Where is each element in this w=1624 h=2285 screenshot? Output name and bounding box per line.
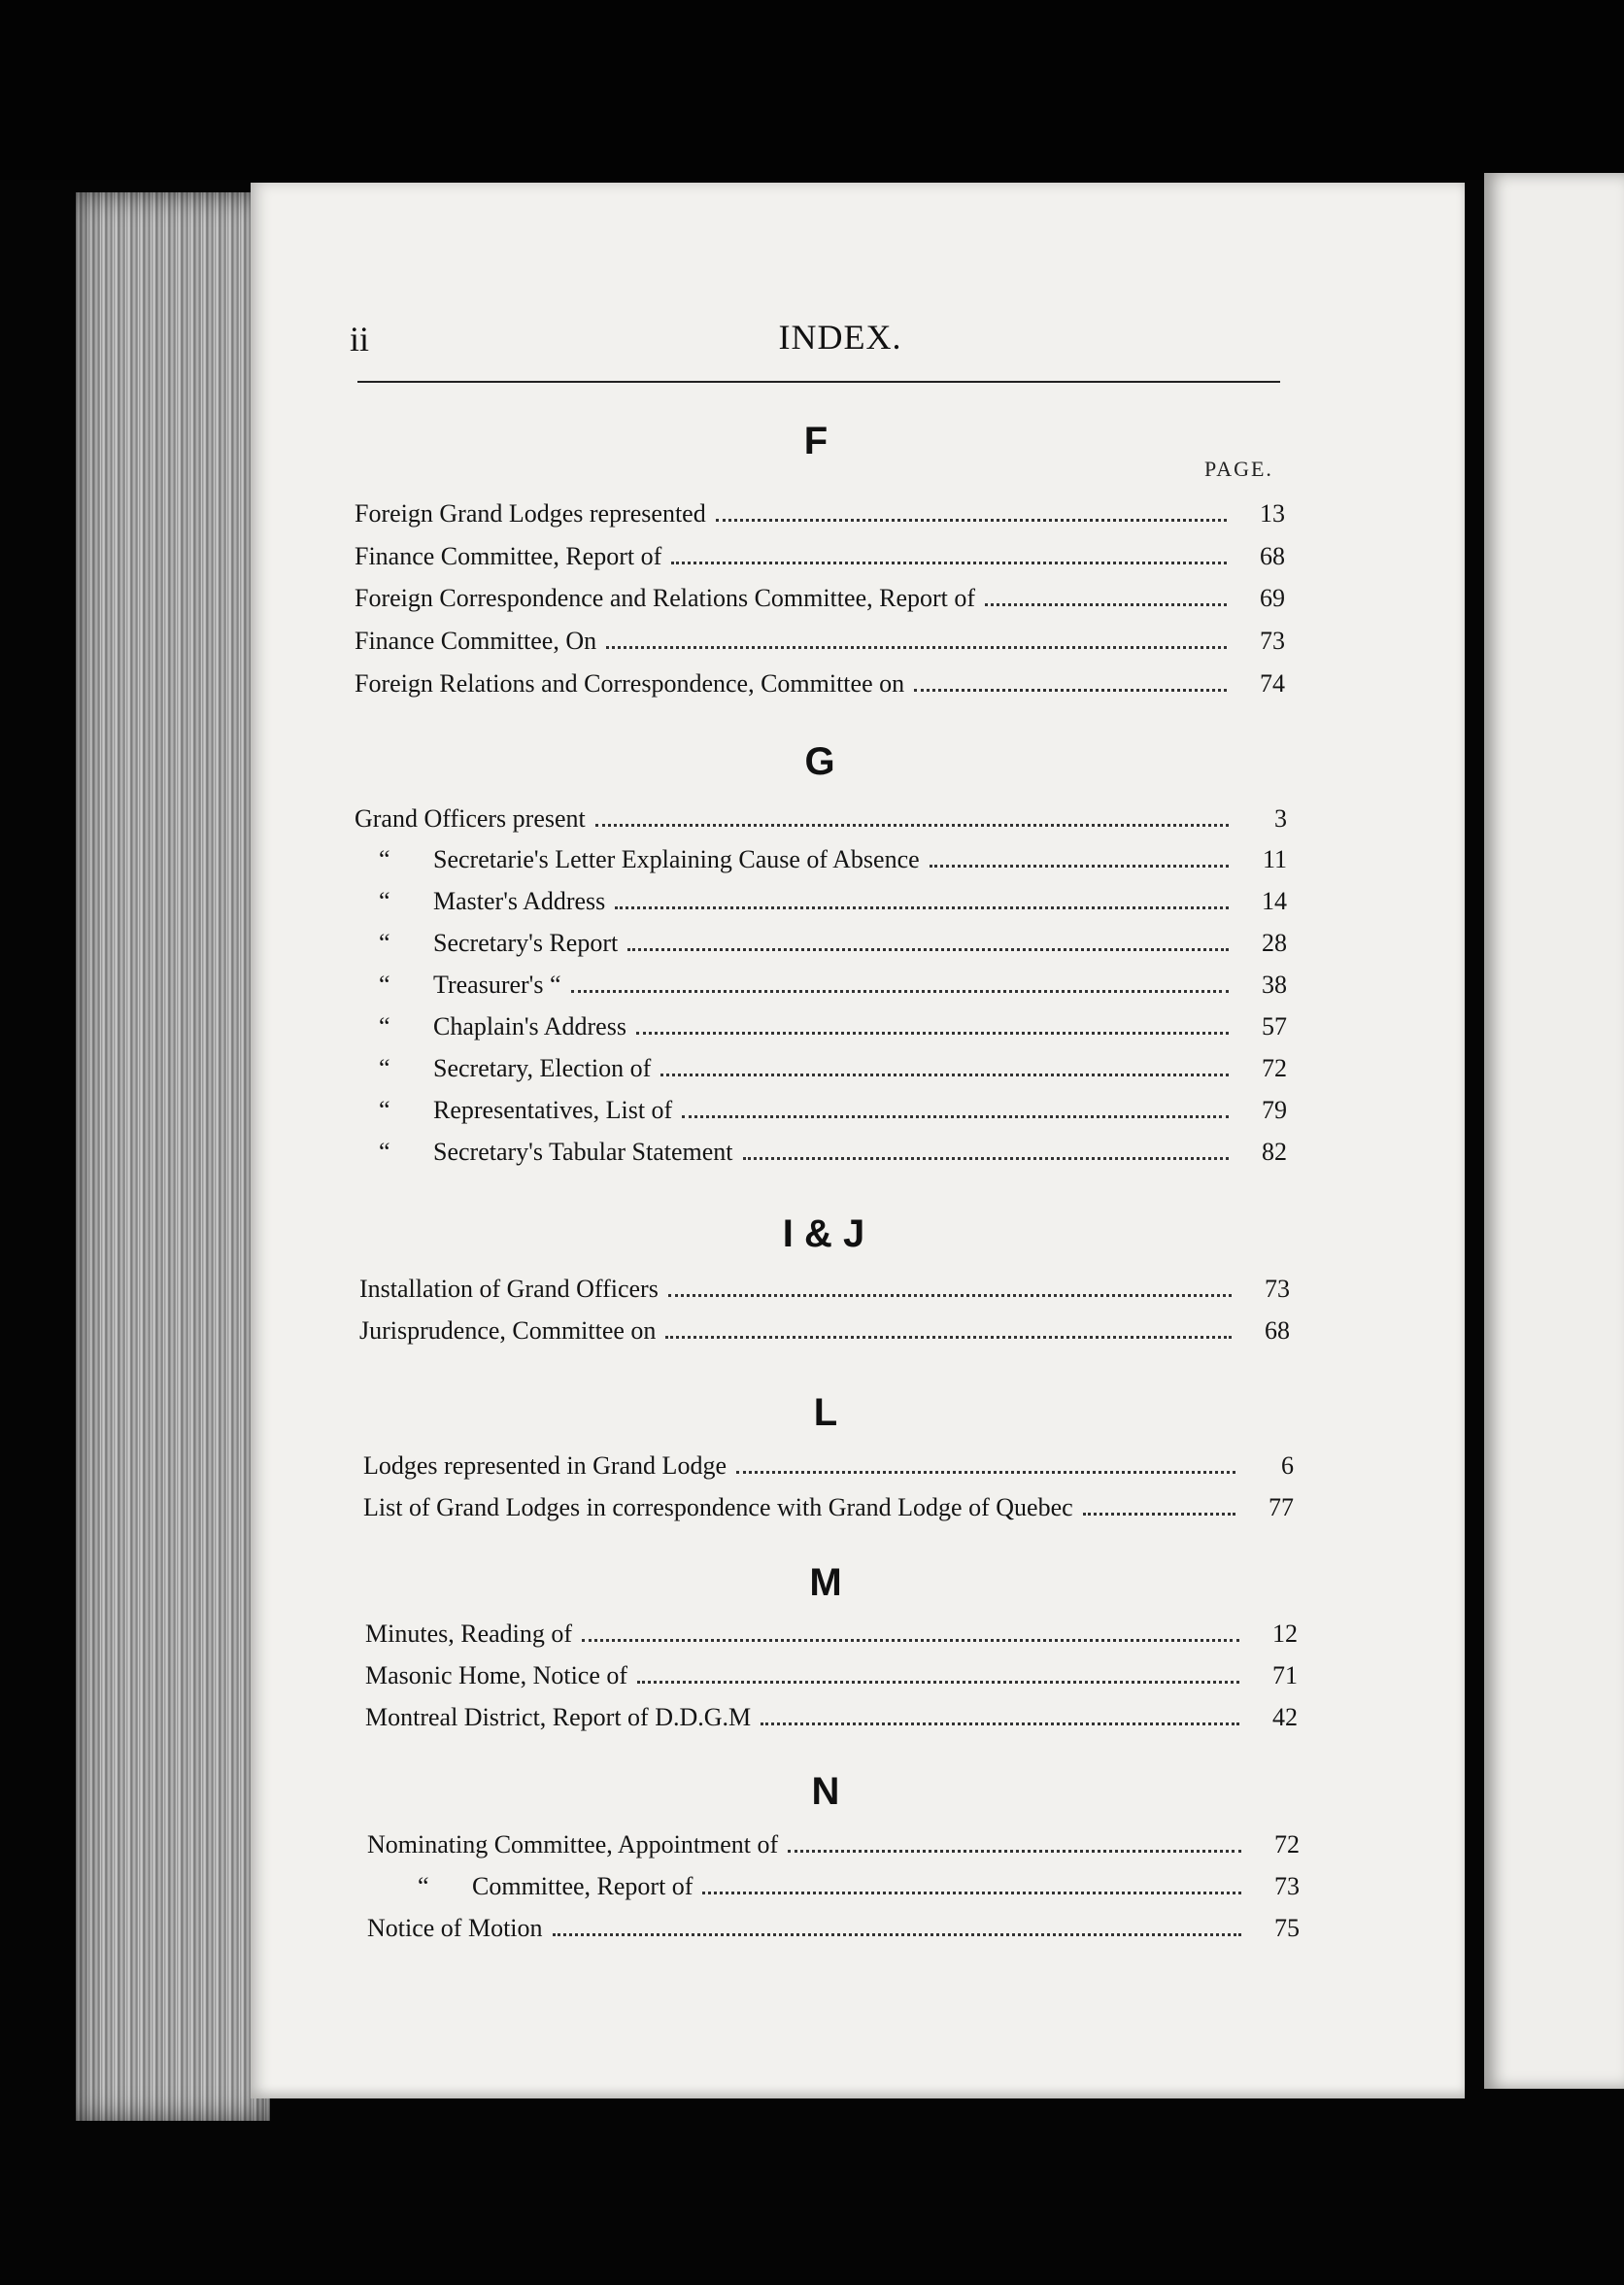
entry-text: Foreign Relations and Correspondence, Committee on: [355, 669, 905, 698]
dot-leader: [637, 1663, 1239, 1684]
section-letter-l: L: [813, 1391, 838, 1434]
index-entry: [365, 1661, 1298, 1696]
entry-text: Committee, Report of: [472, 1872, 694, 1900]
ditto-mark: “: [379, 929, 390, 957]
entry-text: Secretary's Tabular Statement: [433, 1138, 733, 1166]
index-entry: [365, 1620, 1298, 1654]
index-entry: [367, 1914, 1300, 1949]
entry-page: 28: [1262, 929, 1287, 957]
index-entry: [379, 929, 1287, 964]
dot-leader: [716, 501, 1227, 522]
entry-page: 71: [1272, 1661, 1298, 1689]
dot-leader: [761, 1705, 1239, 1725]
dot-leader: [582, 1621, 1239, 1642]
entry-text: Foreign Grand Lodges represented: [355, 499, 706, 528]
index-entry: [365, 1703, 1298, 1738]
index-entry: [379, 845, 1287, 880]
dot-leader: [627, 931, 1229, 951]
dot-leader: [553, 1916, 1241, 1936]
section-letter-i-j: I & J: [782, 1212, 865, 1255]
index-entry: [355, 584, 1285, 619]
index-entry: [379, 1054, 1287, 1089]
section-letter-f: F: [803, 420, 829, 462]
ditto-mark: “: [379, 1138, 390, 1166]
index-entry: [379, 1096, 1287, 1131]
entry-page: 73: [1265, 1275, 1290, 1303]
entry-page: 79: [1262, 1096, 1287, 1124]
entry-page: 82: [1262, 1138, 1287, 1166]
entry-text: Secretarie's Letter Explaining Cause of Absence: [433, 845, 920, 873]
entry-text: Lodges represented in Grand Lodge: [363, 1451, 727, 1480]
dot-leader: [595, 806, 1229, 827]
entry-text: Finance Committee, Report of: [355, 542, 662, 570]
ditto-mark: “: [379, 1012, 390, 1040]
dot-leader: [702, 1874, 1241, 1894]
entry-text: List of Grand Lodges in correspondence with Grand Lodge of Quebec: [363, 1493, 1073, 1521]
dot-leader: [660, 1056, 1229, 1076]
dot-leader: [1083, 1495, 1235, 1516]
dot-leader: [985, 586, 1227, 606]
entry-page: 3: [1274, 804, 1287, 833]
dot-leader: [930, 847, 1229, 868]
entry-page: 57: [1262, 1012, 1287, 1040]
dot-leader: [736, 1453, 1235, 1474]
entry-text: Nominating Committee, Appointment of: [367, 1830, 779, 1859]
index-entry: [379, 1012, 1287, 1047]
ditto-mark: “: [379, 971, 390, 999]
index-entry: [355, 499, 1285, 534]
entry-page: 14: [1262, 887, 1287, 915]
entry-page: 38: [1262, 971, 1287, 999]
entry-text: Installation of Grand Officers: [359, 1275, 659, 1303]
entry-text: Masonic Home, Notice of: [365, 1661, 628, 1689]
index-entry: [418, 1872, 1300, 1907]
entry-text: Notice of Motion: [367, 1914, 543, 1942]
page-title: INDEX.: [778, 318, 902, 357]
dot-leader: [743, 1140, 1230, 1160]
index-entry: [355, 627, 1285, 662]
entry-page: 74: [1260, 669, 1285, 698]
page-column-heading: PAGE.: [1204, 457, 1273, 481]
dot-leader: [671, 544, 1227, 564]
entry-text: Grand Officers present: [355, 804, 586, 833]
entry-page: 77: [1269, 1493, 1294, 1521]
index-entry: [355, 804, 1287, 839]
dot-leader: [606, 629, 1227, 649]
index-entry: [367, 1830, 1300, 1865]
book-page-edges: [76, 192, 270, 2121]
dot-leader: [571, 972, 1229, 993]
ditto-mark: “: [418, 1872, 429, 1900]
entry-text: Treasurer's “: [433, 971, 561, 999]
index-entry: [359, 1275, 1290, 1310]
entry-page: 73: [1274, 1872, 1300, 1900]
entry-page: 13: [1260, 499, 1285, 528]
entry-text: Master's Address: [433, 887, 606, 915]
page-number: ii: [350, 320, 370, 358]
entry-text: Minutes, Reading of: [365, 1620, 573, 1648]
ditto-mark: “: [379, 1054, 390, 1082]
entry-text: Secretary's Report: [433, 929, 619, 957]
adjacent-page-edge: [1484, 173, 1624, 2089]
dot-leader: [636, 1014, 1229, 1035]
index-entry: [355, 542, 1285, 577]
scan-top-border: [0, 0, 1624, 180]
section-letter-g: G: [804, 740, 835, 783]
ditto-mark: “: [379, 1096, 390, 1124]
header-rule: [357, 381, 1280, 383]
entry-text: Finance Committee, On: [355, 627, 597, 655]
section-letter-n: N: [811, 1770, 840, 1813]
dot-leader: [665, 1318, 1232, 1339]
dot-leader: [615, 889, 1229, 909]
entry-page: 68: [1260, 542, 1285, 570]
entry-page: 11: [1262, 845, 1287, 873]
entry-text: Representatives, List of: [433, 1096, 673, 1124]
index-entry: [359, 1316, 1290, 1351]
entry-text: Jurisprudence, Committee on: [359, 1316, 657, 1345]
entry-page: 68: [1265, 1316, 1290, 1345]
entry-text: Foreign Correspondence and Relations Committee, Report of: [355, 584, 976, 612]
dot-leader: [682, 1098, 1229, 1118]
index-entry: [379, 887, 1287, 922]
entry-text: Montreal District, Report of D.D.G.M: [365, 1703, 752, 1731]
entry-page: 6: [1281, 1451, 1294, 1480]
index-entry: [355, 669, 1285, 704]
entry-text: Secretary, Election of: [433, 1054, 652, 1082]
entry-page: 72: [1274, 1830, 1300, 1859]
entry-page: 42: [1272, 1703, 1298, 1731]
dot-leader: [914, 671, 1227, 692]
ditto-mark: “: [379, 887, 390, 915]
entry-text: Chaplain's Address: [433, 1012, 626, 1040]
index-entry: [379, 971, 1287, 1006]
dot-leader: [788, 1832, 1241, 1853]
section-letter-m: M: [809, 1561, 842, 1604]
entry-page: 73: [1260, 627, 1285, 655]
index-entry: [379, 1138, 1287, 1173]
ditto-mark: “: [379, 845, 390, 873]
entry-page: 75: [1274, 1914, 1300, 1942]
entry-page: 69: [1260, 584, 1285, 612]
dot-leader: [668, 1277, 1232, 1297]
index-entry: [363, 1493, 1294, 1528]
entry-page: 72: [1262, 1054, 1287, 1082]
entry-page: 12: [1272, 1620, 1298, 1648]
index-entry: [363, 1451, 1294, 1486]
